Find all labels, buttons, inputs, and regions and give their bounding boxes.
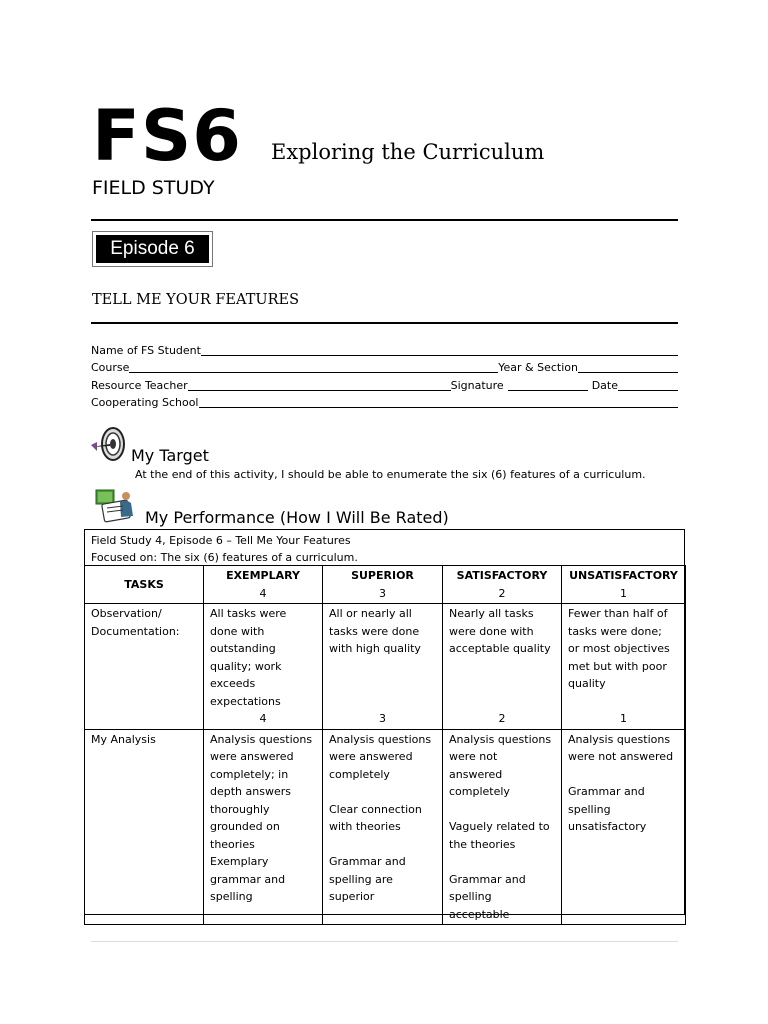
cell-score: 1 <box>620 712 627 725</box>
criteria-text: Analysis questions were answered completely; in depth answers thoroughly grounded on theories Exemplary grammar and spelling <box>210 732 313 903</box>
rubric-cell <box>323 729 443 925</box>
criteria-text: Nearly all tasks were done with acceptable quality <box>449 607 551 655</box>
episode-title: TELL ME YOUR FEATURES <box>92 292 300 308</box>
footer-divider <box>91 941 678 942</box>
target-icon <box>90 425 126 463</box>
table-row <box>85 729 686 925</box>
student-name-blank[interactable] <box>201 343 678 356</box>
rubric-cell <box>562 729 686 925</box>
resource-teacher-blank[interactable] <box>188 378 451 391</box>
target-heading: My Target <box>131 446 209 465</box>
criteria-text: All tasks were done with outstanding quality; work exceeds expectations <box>210 607 287 708</box>
subject-title: Exploring the Curriculum <box>271 140 545 164</box>
rubric-caption <box>91 532 358 566</box>
level-label: EXEMPLARY <box>226 569 300 582</box>
year-section-label: Year & Section <box>498 361 578 374</box>
level-superior-header <box>323 566 443 604</box>
course-row <box>91 358 678 375</box>
rubric-header-row <box>85 566 686 604</box>
criteria-text: Analysis questions were answered completely Clear connection with theories Grammar and spelling are superior <box>329 732 432 903</box>
date-blank[interactable] <box>618 378 678 391</box>
rubric-cell <box>443 729 562 925</box>
signature-label: Signature <box>450 379 504 392</box>
level-unsatisfactory-header <box>562 566 686 604</box>
level-score: 1 <box>620 586 627 600</box>
date-label: Date <box>591 379 618 392</box>
header-divider <box>91 219 678 221</box>
task-name: My Analysis <box>91 732 156 746</box>
task-cell <box>85 604 204 730</box>
rubric-cell <box>204 604 323 730</box>
performance-heading: My Performance (How I Will Be Rated) <box>145 508 449 527</box>
cooperating-school-label: Cooperating School <box>91 396 199 409</box>
year-section-blank[interactable] <box>578 360 678 373</box>
level-label: SATISFACTORY <box>456 569 548 582</box>
episode-label: Episode 6 <box>96 235 209 263</box>
level-score: 4 <box>259 586 267 600</box>
rubric-cell <box>562 604 686 730</box>
target-text: At the end of this activity, I should be able to enumerate the six (6) features of a curriculum. <box>135 468 646 481</box>
level-exemplary-header <box>204 566 323 604</box>
cooperating-school-blank[interactable] <box>199 395 679 408</box>
cell-score: 3 <box>379 712 386 725</box>
episode-badge <box>92 231 213 267</box>
signature-blank[interactable] <box>508 378 588 391</box>
criteria-text: Fewer than half of tasks were done; or most objectives met but with poor quality <box>568 607 670 690</box>
performance-icon <box>93 486 139 526</box>
table-row <box>85 604 686 730</box>
cell-score: 4 <box>259 712 267 725</box>
student-name-field[interactable] <box>91 341 678 358</box>
level-satisfactory-header <box>443 566 562 604</box>
task-name: Observation/ Documentation: <box>91 607 180 638</box>
rubric-cell <box>323 604 443 730</box>
cooperating-school-field[interactable] <box>91 393 678 410</box>
criteria-text: All or nearly all tasks were done with high quality <box>329 607 421 655</box>
level-score: 2 <box>498 586 506 600</box>
field-study-label: FIELD STUDY <box>92 177 215 199</box>
course-label: Course <box>91 361 130 374</box>
level-label: UNSATISFACTORY <box>569 569 678 582</box>
teacher-row <box>91 376 678 393</box>
criteria-text: Analysis questions were not answered completely Vaguely related to the theories Grammar and spelling acceptable <box>449 732 552 921</box>
rubric-caption-line2: Focused on: The six (6) features of a curriculum. <box>91 551 358 564</box>
resource-teacher-label: Resource Teacher <box>91 379 188 392</box>
rubric-cell <box>443 604 562 730</box>
criteria-text: Analysis questions were not answered Grammar and spelling unsatisfactory <box>568 732 674 833</box>
title-divider <box>91 322 678 324</box>
cell-score: 2 <box>498 712 506 725</box>
level-label: SUPERIOR <box>351 569 414 582</box>
tasks-header: TASKS <box>85 566 204 604</box>
rubric-cell <box>204 729 323 925</box>
course-blank[interactable] <box>129 360 498 373</box>
task-cell <box>85 729 204 925</box>
document-code: FS6 <box>92 95 242 177</box>
student-name-label: Name of FS Student <box>91 344 201 357</box>
level-score: 3 <box>379 586 386 600</box>
rubric-caption-line1: Field Study 4, Episode 6 – Tell Me Your Features <box>91 534 351 547</box>
rubric-table <box>84 565 686 925</box>
